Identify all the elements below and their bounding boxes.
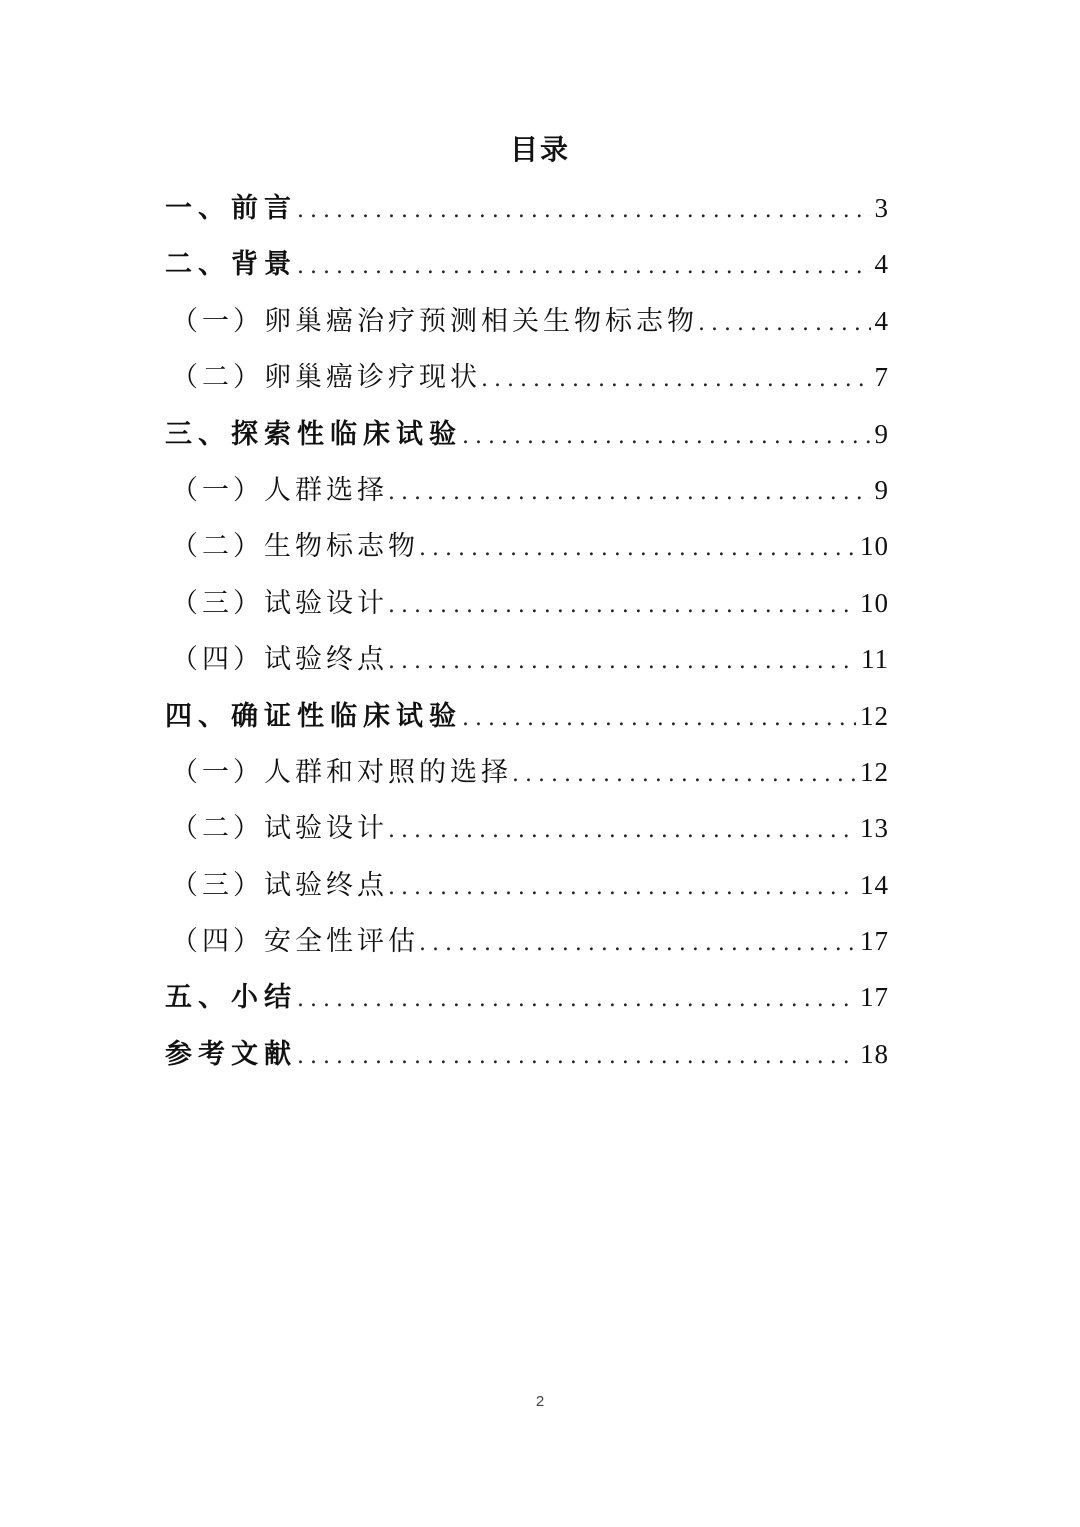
toc-entry-label: （一）人群选择: [171, 474, 388, 506]
toc-entry-label: （二）卵巢癌诊疗现状: [171, 362, 481, 394]
toc-entry-page: 9: [874, 418, 889, 449]
page-number: 2: [535, 1393, 545, 1410]
toc-entry-label: 二、背景: [165, 249, 297, 281]
toc-entry-page: 17: [860, 982, 889, 1013]
toc-leader-dots: [297, 977, 856, 1023]
toc-entry[interactable]: [165, 693, 889, 749]
toc-entry[interactable]: [165, 918, 889, 974]
toc-entry-page: 13: [860, 813, 889, 844]
toc-entry[interactable]: [165, 749, 889, 805]
toc-entry[interactable]: [165, 241, 889, 297]
toc-leader-dots: [698, 301, 871, 347]
toc-entry-label: （四）试验终点: [171, 644, 388, 676]
toc-leader-dots: [481, 357, 871, 403]
toc-leader-dots: [462, 696, 856, 742]
toc-entry[interactable]: [165, 580, 889, 636]
table-of-contents: [165, 185, 889, 1087]
toc-entry-label: （三）试验终点: [171, 869, 388, 901]
toc-leader-dots: [462, 414, 871, 460]
toc-entry-label: 一、前言: [165, 193, 297, 224]
toc-entry[interactable]: [165, 411, 889, 467]
toc-entry-page: 4: [874, 305, 889, 336]
toc-leader-dots: [297, 1034, 856, 1080]
toc-entry-page: 10: [860, 531, 889, 562]
toc-entry[interactable]: [165, 862, 889, 918]
toc-entry-label: （二）生物标志物: [171, 531, 419, 563]
toc-entry-page: 17: [860, 926, 889, 957]
toc-entry[interactable]: [165, 467, 889, 523]
toc-leader-dots: [297, 188, 871, 234]
toc-entry-label: （三）试验设计: [171, 587, 388, 619]
toc-leader-dots: [388, 808, 856, 854]
toc-leader-dots: [388, 470, 871, 516]
toc-entry[interactable]: [165, 523, 889, 579]
toc-entry-page: 4: [874, 249, 889, 280]
toc-entry-page: 3: [874, 193, 889, 223]
toc-entry-label: （一）卵巢癌治疗预测相关生物标志物: [171, 305, 698, 337]
toc-leader-dots: [297, 244, 871, 290]
toc-leader-dots: [388, 865, 856, 911]
toc-entry[interactable]: [165, 354, 889, 410]
toc-entry-label: 四、确证性临床试验: [165, 700, 462, 732]
toc-leader-dots: [388, 583, 856, 629]
toc-entry-page: 12: [860, 700, 889, 731]
toc-entry-label: （一）人群和对照的选择: [171, 756, 512, 788]
toc-entry[interactable]: [165, 1031, 889, 1087]
toc-entry-page: 7: [874, 362, 889, 393]
toc-entry-page: 18: [860, 1038, 889, 1069]
toc-entry-page: 14: [860, 869, 889, 900]
toc-entry-label: 三、探索性临床试验: [165, 418, 462, 450]
toc-leader-dots: [388, 639, 857, 685]
toc-entry-label: （四）安全性评估: [171, 926, 419, 958]
toc-leader-dots: [512, 752, 856, 798]
toc-leader-dots: [419, 526, 856, 572]
toc-entry-page: 10: [860, 587, 889, 618]
toc-entry[interactable]: [165, 298, 889, 354]
toc-entry-label: （二）试验设计: [171, 813, 388, 845]
toc-entry[interactable]: [165, 805, 889, 861]
toc-entry[interactable]: [165, 185, 889, 241]
toc-entry-page: 11: [861, 644, 889, 675]
toc-leader-dots: [419, 921, 856, 967]
toc-entry-page: 9: [874, 474, 889, 505]
toc-entry[interactable]: [165, 974, 889, 1030]
toc-entry-label: 参考文献: [165, 1038, 297, 1070]
toc-entry-label: 五、小结: [165, 982, 297, 1014]
toc-title: 目录: [509, 133, 570, 166]
toc-entry-page: 12: [860, 756, 889, 787]
toc-entry[interactable]: [165, 636, 889, 692]
